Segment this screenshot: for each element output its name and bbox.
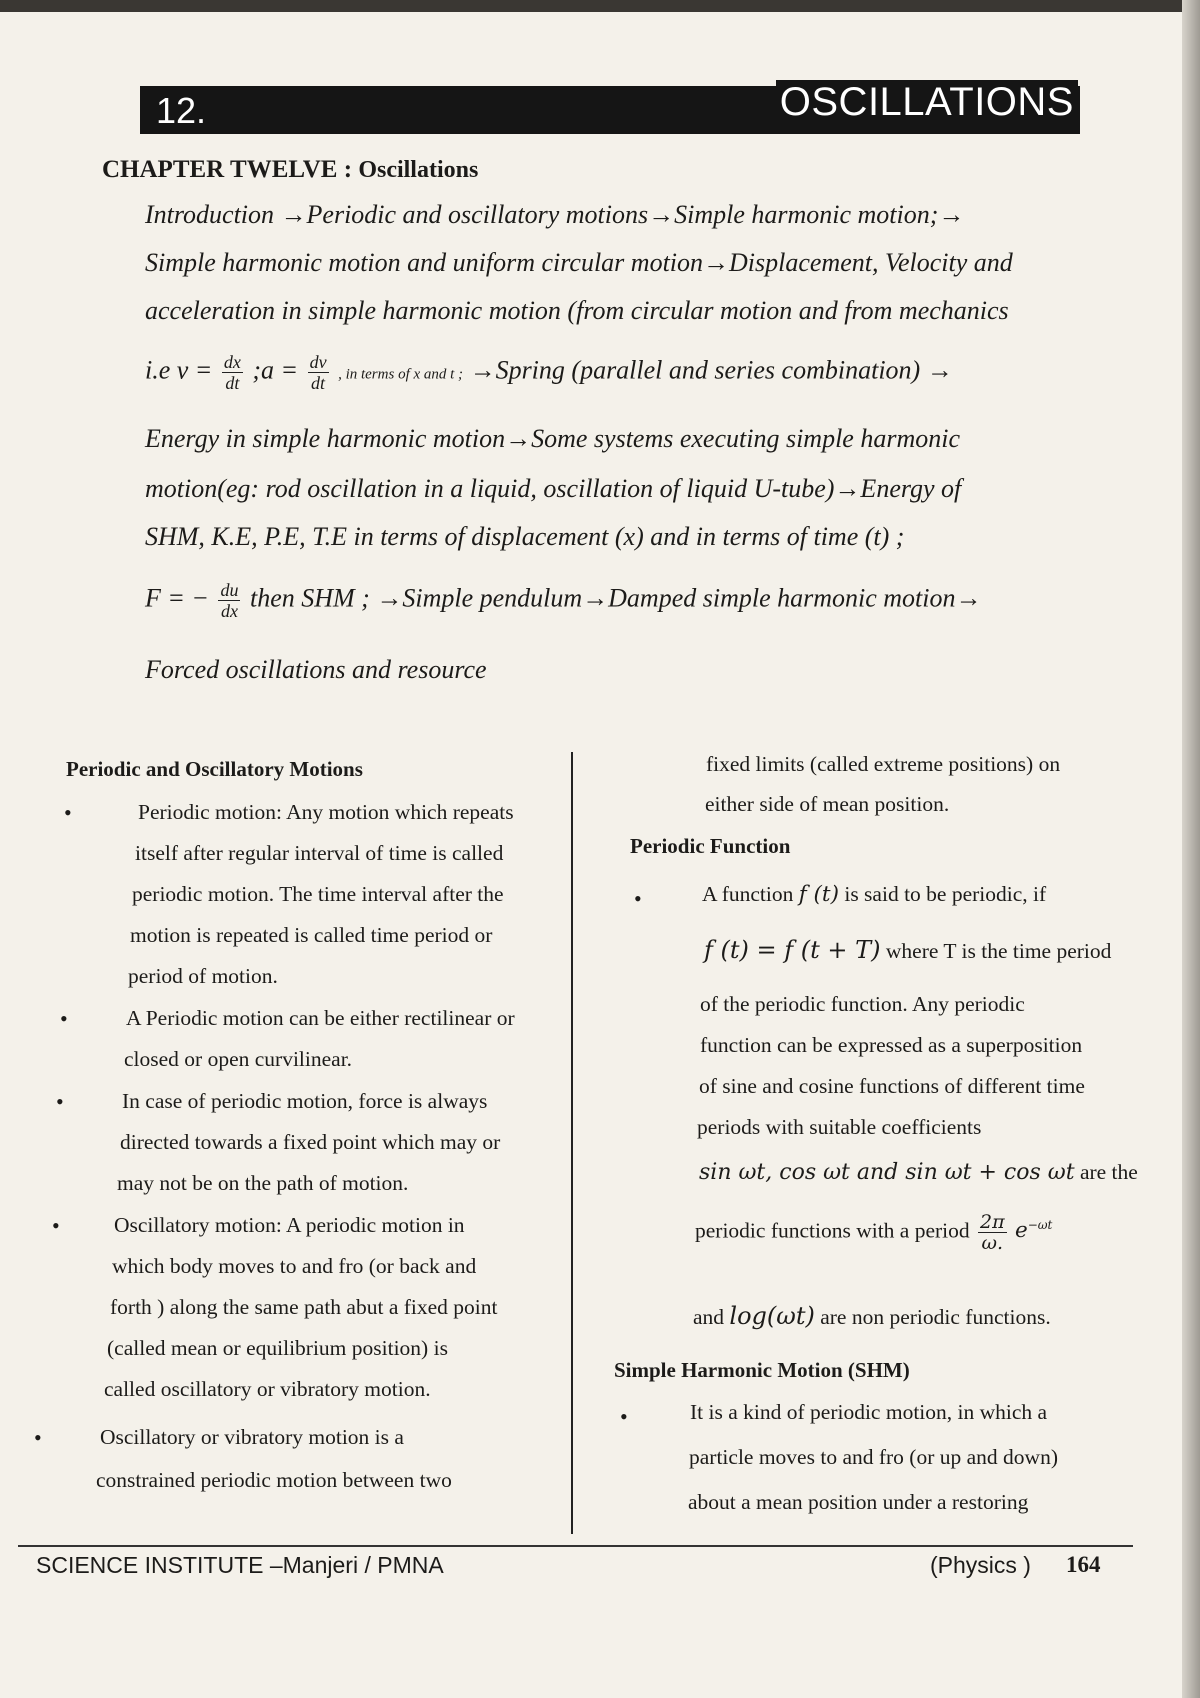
right-line: periods with suitable coefficients <box>697 1115 982 1139</box>
log-function: log(ωt) <box>729 1302 815 1330</box>
dx-den: dx <box>220 601 238 621</box>
two-pi-over-omega-fraction <box>978 1212 1007 1253</box>
left-line: Oscillatory motion: A periodic motion in <box>114 1213 465 1237</box>
syllabus-line-4 <box>145 352 1105 393</box>
pf-text: are non periodic functions. <box>820 1305 1051 1329</box>
footer-subject: (Physics ) <box>930 1552 1031 1578</box>
pf-text: and <box>693 1305 725 1329</box>
bullet-icon: • <box>634 886 642 911</box>
syllabus-line-5: Energy in simple harmonic motion→Some systems executing simple harmonic <box>145 424 961 453</box>
left-line: called oscillatory or vibratory motion. <box>104 1377 431 1401</box>
spring-topic: →Spring (parallel and series combination) → <box>469 355 953 385</box>
accel-eq-label: ;a = <box>252 355 299 385</box>
left-line: forth ) along the same path abut a fixed point <box>110 1295 498 1319</box>
pf-text: is said to be periodic, if <box>844 882 1047 906</box>
bullet-icon: • <box>34 1425 42 1450</box>
right-line: particle moves to and fro (or up and down) <box>689 1445 1058 1469</box>
chapter-subject: Oscillations <box>358 157 479 183</box>
dx-dt-fraction <box>222 352 243 393</box>
chapter-title: OSCILLATIONS <box>776 80 1078 125</box>
omega-den: ω. <box>981 1232 1004 1254</box>
syllabus-line-7: SHM, K.E, P.E, T.E in terms of displacement (x) and in terms of time (t) ; <box>145 522 905 551</box>
trig-functions: sin ωt, cos ωt and sin ωt + cos ωt <box>699 1160 1075 1185</box>
two-pi-num: 2π <box>980 1211 1005 1233</box>
periodic-def-line <box>702 882 1046 907</box>
bullet-icon: • <box>56 1089 64 1114</box>
syllabus-line-1: Introduction →Periodic and oscillatory motions→Simple harmonic motion;→ <box>145 200 965 229</box>
section-heading-shm: Simple Harmonic Motion (SHM) <box>614 1358 910 1382</box>
du-num: du <box>220 580 239 600</box>
left-line: In case of periodic motion, force is always <box>122 1089 488 1113</box>
page-edge-shadow <box>1182 0 1200 1698</box>
exponential <box>1015 1218 1052 1243</box>
trig-functions-line <box>699 1160 1138 1185</box>
periodic-equation: f (t) = f (t + T) <box>704 936 881 964</box>
syllabus-line-9: Forced oscillations and resource <box>145 655 487 684</box>
pf-math: f (t) <box>798 882 839 907</box>
dv-num: dv <box>309 352 327 372</box>
du-dx-fraction <box>218 580 240 621</box>
pf-text: where T is the time period <box>885 939 1112 963</box>
exp-base: e <box>1014 1218 1028 1244</box>
syllabus-line-3: acceleration in simple harmonic motion (from circular motion and from mechanics <box>145 296 1009 325</box>
chapter-label: CHAPTER TWELVE : <box>102 156 353 183</box>
right-line: fixed limits (called extreme positions) on <box>706 752 1061 776</box>
right-line: of the periodic function. Any periodic <box>700 992 1025 1016</box>
dx-num: dx <box>223 352 241 372</box>
section-heading-periodic-function: Periodic Function <box>630 834 791 858</box>
right-line: about a mean position under a restoring <box>688 1490 1029 1514</box>
footer-institute: SCIENCE INSTITUTE –Manjeri / PMNA <box>36 1552 444 1578</box>
velocity-eq-label: i.e v = <box>145 355 213 385</box>
dv-dt-fraction <box>308 352 329 393</box>
dt-den: dt <box>225 373 240 393</box>
bullet-icon: • <box>64 800 72 825</box>
syllabus-line-8 <box>145 580 1105 621</box>
left-line: periodic motion. The time interval after the <box>132 882 504 906</box>
bullet-icon: • <box>60 1006 68 1031</box>
pf-text: are the <box>1079 1160 1138 1184</box>
force-eq-label: F = − <box>145 583 209 613</box>
left-line: constrained periodic motion between two <box>96 1468 452 1492</box>
right-line: function can be expressed as a superposition <box>700 1033 1083 1057</box>
left-line: directed towards a fixed point which may or <box>120 1130 501 1154</box>
left-line: may not be on the path of motion. <box>117 1171 409 1195</box>
left-line: closed or open curvilinear. <box>124 1047 353 1071</box>
bullet-icon: • <box>620 1404 628 1429</box>
section-heading-periodic-motions: Periodic and Oscillatory Motions <box>66 757 363 781</box>
chapter-number: 12. <box>156 90 207 131</box>
syllabus-line-2: Simple harmonic motion and uniform circular motion→Displacement, Velocity and <box>145 248 1013 277</box>
dt-den-2: dt <box>311 373 326 393</box>
right-line: either side of mean position. <box>705 792 950 816</box>
right-line: of sine and cosine functions of different time <box>699 1074 1085 1098</box>
page-number: 164 <box>1066 1552 1101 1577</box>
exp-power: −ωt <box>1027 1218 1053 1233</box>
left-line: A Periodic motion can be either rectilinear or <box>126 1006 515 1030</box>
left-line: which body moves to and fro (or back and <box>112 1254 477 1278</box>
left-line: itself after regular interval of time is called <box>135 841 504 865</box>
bullet-icon: • <box>52 1213 60 1238</box>
terms-note: , in terms of x and t ; <box>338 366 464 383</box>
pf-text: periodic functions with a period <box>695 1218 970 1243</box>
syllabus-line-6: motion(eg: rod oscillation in a liquid, oscillation of liquid U-tube)→Energy of <box>145 474 962 503</box>
left-line: (called mean or equilibrium position) is <box>107 1336 448 1360</box>
chapter-banner <box>140 80 1080 134</box>
left-line: period of motion. <box>128 964 278 988</box>
periodic-eq-line <box>704 936 1111 964</box>
log-line <box>693 1302 1051 1330</box>
footer-rule <box>18 1545 1133 1547</box>
left-line: motion is repeated is called time period or <box>130 923 493 947</box>
chapter-heading <box>102 156 478 184</box>
left-line: Periodic motion: Any motion which repeats <box>138 800 514 824</box>
left-line: Oscillatory or vibratory motion is a <box>100 1425 404 1449</box>
column-divider <box>571 752 573 1534</box>
pf-text: A function <box>702 882 794 906</box>
period-line <box>695 1212 1052 1253</box>
pendulum-topic: then SHM ; →Simple pendulum→Damped simple harmonic motion→ <box>249 583 982 613</box>
right-line: It is a kind of periodic motion, in which a <box>690 1400 1048 1424</box>
page-top-shadow <box>0 0 1200 12</box>
